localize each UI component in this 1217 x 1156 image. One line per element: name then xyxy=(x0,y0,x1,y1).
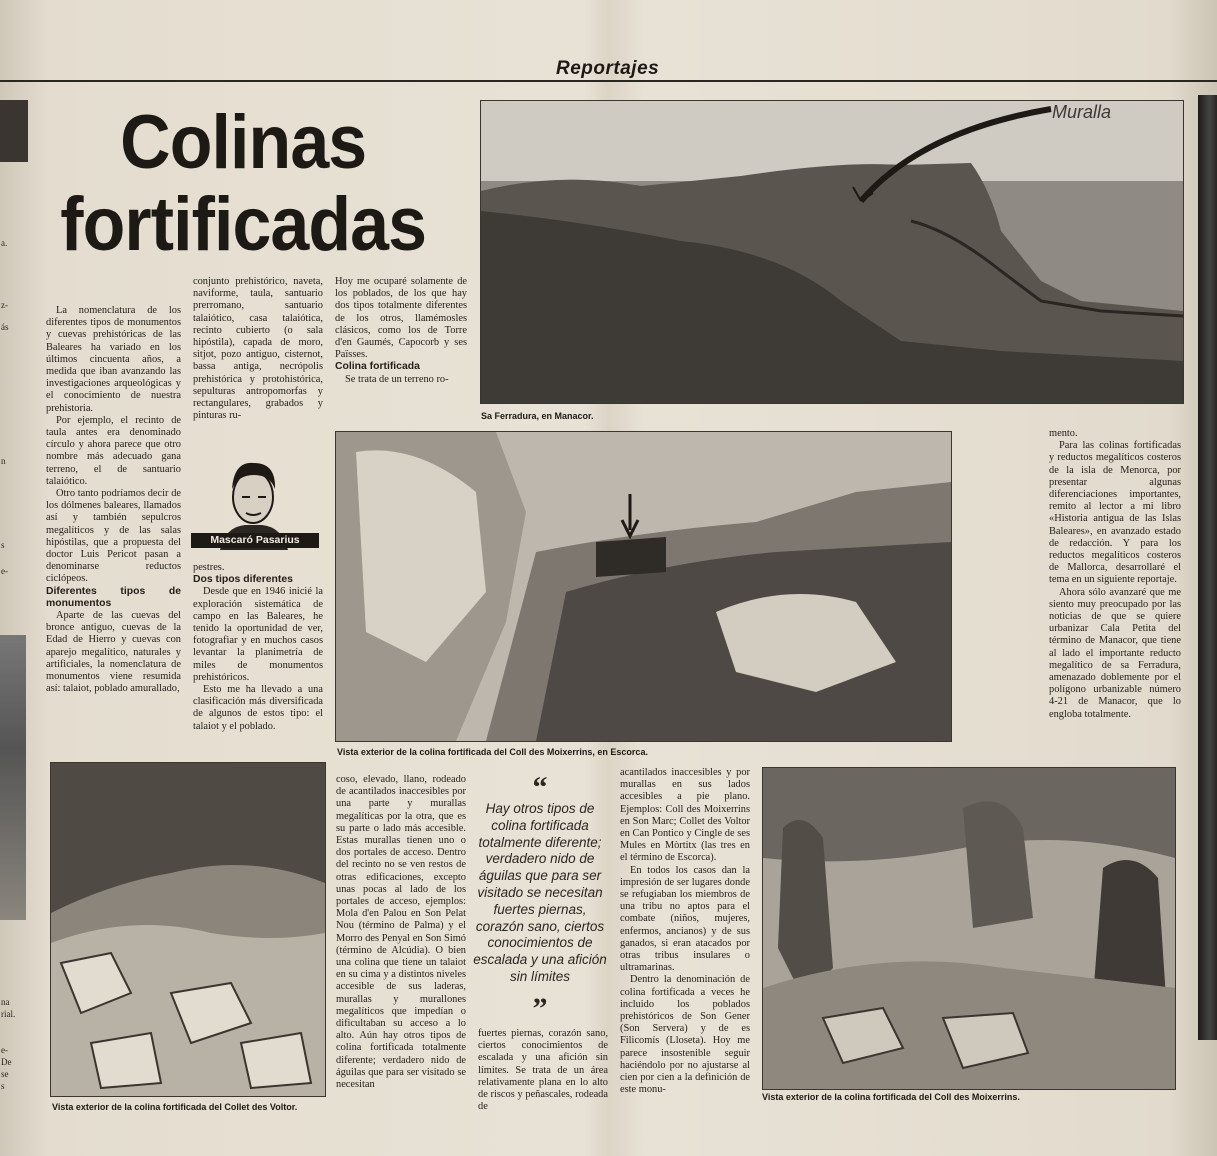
caption-top: Sa Ferradura, en Manacor. xyxy=(481,411,594,421)
edge-fragment: e- xyxy=(1,566,8,576)
edge-fragment: n xyxy=(1,456,6,466)
edge-fragment: s xyxy=(1,1081,5,1091)
quote-open-mark: “ xyxy=(532,771,548,804)
caption-bottom-left: Vista exterior de la colina fortificada del Collet des Voltor. xyxy=(52,1102,298,1112)
photo-sa-ferradura xyxy=(480,100,1184,404)
paragraph: Aparte de las cuevas del bronce antiguo, cuevas de la Edad de Hierro y cuevas con aparejo megalítico, naturales y artificiales, la nomenclatura de monumentos viene resumida así: talaiot, poblado amurallado, xyxy=(46,610,181,695)
paragraph: coso, elevado, llano, rodeado de acantilados inaccesibles por una parte y murallas megalíticas por la otra, que es su parte o lado más accesible. Estas murallas tienen uno o dos portales de acceso. Dentro del recinto no se ven restos de otras edificaciones, excepto unas pocas al lado de los portales de acceso, ejemplos: Mola d'en Palou en Son Pelat Nou (término de Palma) y el Morro des Penyal en Son Simó (término de Alcúdia). O bien una colina que tiene un talaiot en su cima y a distintos niveles accesible de sus laderas, murallas y murallones megalíticos que impedían o dificultaban su acceso a lo alto. Aún hay otros tipos de colina fortificada totalmente diferente; verdadero nido de águilas que para ser visitado se necesitan xyxy=(336,774,466,1091)
article-column-3 xyxy=(335,276,467,386)
paragraph: pestres. xyxy=(193,562,225,573)
paragraph: Dentro la denominación de colina fortificada a veces he incluido los poblados prehistóricos de Son Gener (Son Servera) y de es Filicomís (Lloseta). Hoy me parece insostenible seguir haciéndolo por no ajustarse al cien por cien a la definición de este monu- xyxy=(620,974,750,1096)
article-column-7 xyxy=(1049,428,1181,721)
subheading: Dos tipos diferentes xyxy=(193,574,293,586)
edge-fragment: ás xyxy=(1,322,9,332)
article-column-4 xyxy=(336,774,466,1091)
paragraph: Se trata de un terreno ro- xyxy=(345,373,449,385)
paragraph: acantilados inaccesibles y por murallas en sus lados accesibles a pie plano. Ejemplos: Coll des Moixerrins en Son Marc; Collet des Voltor en Can Pontico y Cingle de ses Mules en Mòrtitx (las tres en el término de Escorca). xyxy=(620,767,750,864)
article-column-1 xyxy=(46,305,181,696)
paragraph: Ahora sólo avanzaré que me siento muy preocupado por las noticias de que se quiere urbanizar Cala Petita del término de Manacor, que tiene al lado el importante reducto megalítico de sa Ferradura, amenazado doblemente por el polígono urbanizable número 4-21 de Manacor, que lo engloba totalmente. xyxy=(1049,586,1181,720)
section-title: Reportajes xyxy=(556,58,660,79)
paragraph: La nomenclatura de los diferentes tipos de monumentos y cuevas prehistóricas de las Baleares ha variado en los últimos cincuenta años, a medida que iban avanzando las investigaciones arqueológicas y el conocimiento de nuestra prehistoria. xyxy=(46,305,181,414)
author-name: Mascaró Pasarius xyxy=(191,533,319,548)
photo-coll-des-moixerrins-rocks xyxy=(762,767,1176,1090)
paragraph: fuertes piernas, corazón sano, ciertos conocimientos de escalada y una afición sin límites. Se trata de un área relativamente plana en lo alto de riscos y peñascales, rodeada de xyxy=(478,1028,608,1113)
left-edge-photo xyxy=(0,635,26,920)
left-edge-photo xyxy=(0,100,28,162)
article-column-6 xyxy=(620,767,750,1096)
article-column-5 xyxy=(478,1028,608,1113)
article-column-2-bottom xyxy=(193,562,323,733)
edge-fragment: e- xyxy=(1,1045,8,1055)
subheading: Colina fortificada xyxy=(335,361,420,373)
edge-fragment: se xyxy=(1,1069,9,1079)
paragraph: Esto me ha llevado a una clasificación más diversificada de algunos de estos tipo: el talaiot y el poblado. xyxy=(193,684,323,732)
caption-middle: Vista exterior de la colina fortificada del Coll des Moixerrins, en Escorca. xyxy=(337,747,648,757)
paragraph: Hoy me ocuparé solamente de los poblados, de los que hay dos tipos totalmente diferentes de los otros, llamémosles clásicos, como los de Torre d'en Gaumés, Capocorb y ses Païsses. xyxy=(335,276,467,361)
quote-close-mark: ” xyxy=(532,991,548,1025)
paragraph: Para las colinas fortificadas y reductos megalíticos costeros de la isla de Menorca, por presentar algunas diferenciaciones importantes, remito al lector a mi libro «Historia antigua de las Islas Baleares», en avanzado estado de redacción. Y para los reductos megalíticos costeros de Mallorca, desarrollaré el tema en un siguiente reportaje. xyxy=(1049,440,1181,586)
pull-quote-text: Hay otros tipos de colina fortificada totalmente diferente; verdadero nido de águilas que para ser visitado se necesitan fuertes piernas, corazón sano, ciertos conocimientos de escalada y una afición sin límites xyxy=(473,801,607,984)
photo-coll-des-moixerrins-wide xyxy=(335,431,952,742)
paragraph: mento. xyxy=(1049,428,1078,439)
pull-quote xyxy=(470,771,610,1025)
paragraph: Otro tanto podríamos decir de los dólmenes baleares, llamados así y también sepulcros megalíticos y de las salas hipóstilas, que a propuesta del doctor Luis Pericot pasan a denominarse reductos ciclópeos. xyxy=(46,488,181,585)
headline: Colinas fortificadas xyxy=(60,100,427,267)
subheading: Diferentes tipos de monumentos xyxy=(46,585,181,609)
header-rule xyxy=(0,80,1217,82)
edge-fragment: rial. xyxy=(1,1009,16,1019)
article-column-2-top xyxy=(193,276,323,422)
paragraph: conjunto prehistórico, naveta, naviforme, taula, santuario prerromano, santuario talaiótico, casa talaiótica, recinto cubierto (o sala hipóstila), capada de moro, sitjot, pozo antiguo, cisternot, bassa antiga, necrópolis prehistórica y protohistórica, sepulturas antropomorfas y rectangulares, grabados y pinturas ru- xyxy=(193,276,323,422)
edge-fragment: De xyxy=(1,1057,12,1067)
paragraph: Por ejemplo, el recinto de taula antes era denominado círculo y ahora parece que otro nombre más adecuado gana terreno, el de santuario talaiótico. xyxy=(46,414,181,487)
edge-fragment: a. xyxy=(1,238,8,248)
right-edge-photo xyxy=(1198,95,1217,1040)
edge-fragment: na xyxy=(1,997,10,1007)
edge-fragment: s xyxy=(1,540,5,550)
paragraph: En todos los casos dan la impresión de ser lugares donde se refugiaban los miembros de una tribu no aptos para el combate (niños, mujeres, enfermos, ancianos) y de sus ganados, si eran atacados por otras tribus insulares o ultramarinas. xyxy=(620,864,750,974)
edge-fragment: z- xyxy=(1,300,8,310)
caption-bottom-right: Vista exterior de la colina fortificada del Coll des Moixerrins. xyxy=(762,1092,1020,1102)
photo-collet-des-voltor xyxy=(50,762,326,1097)
paragraph: Desde que en 1946 inicié la exploración sistemática de campo en las Baleares, he tenido la oportunidad de ver, fotografiar y en muchos casos levantar la planimetría de miles de monumentos prehistóricos. xyxy=(193,586,323,683)
photo-label-muralla: Muralla xyxy=(1052,102,1112,122)
